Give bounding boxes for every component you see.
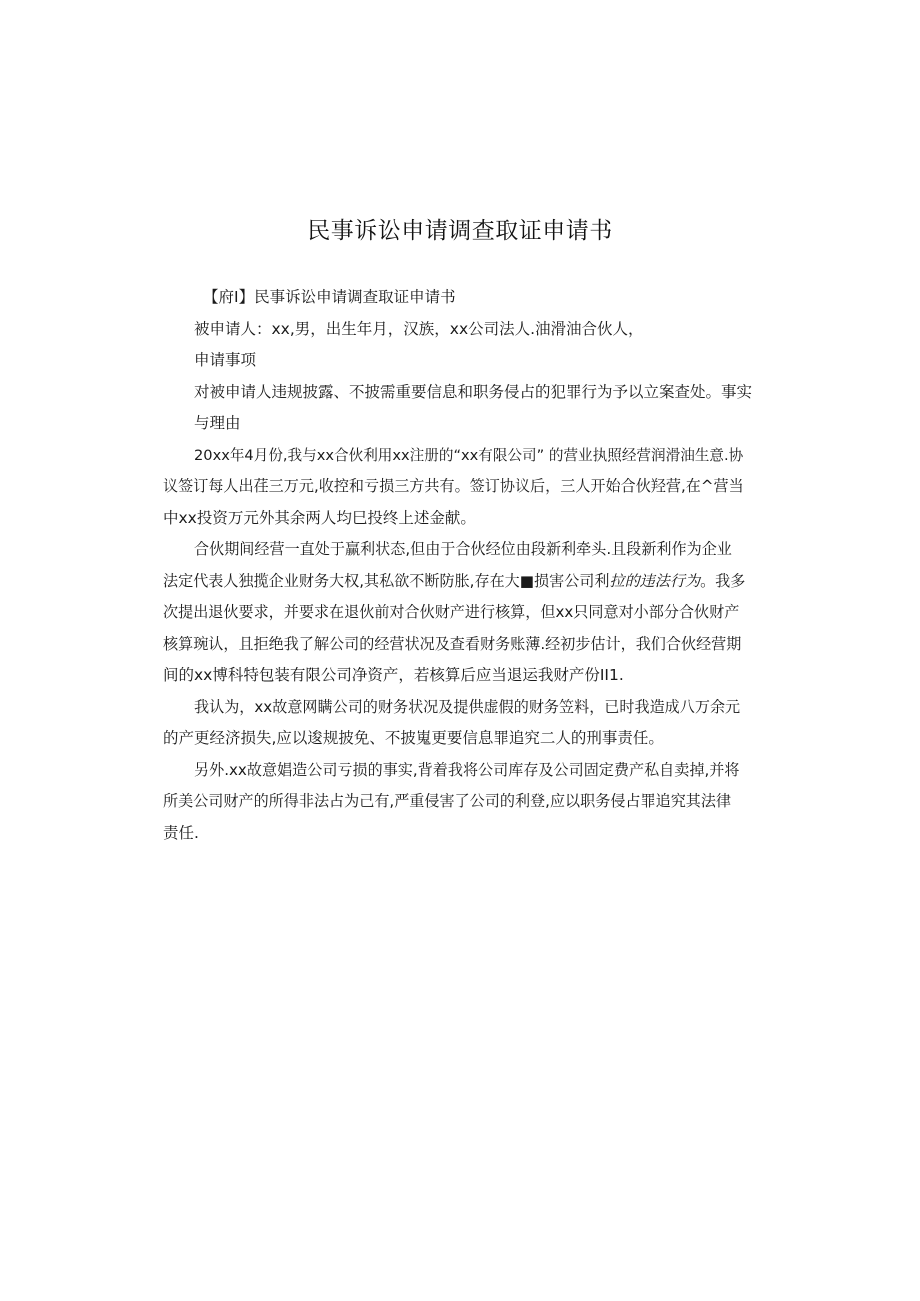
paragraph-1-line-2: 议签订每人出荏三万元,收控和亏损三方共有。签订协议后，三人开始合伙羟营,在^营当 bbox=[163, 477, 744, 495]
paragraph-3-line-1: 我认为，xx故意网瞒公司的财务状况及提供虚假的财务笠料，已时我造成八万余元 bbox=[194, 697, 741, 716]
paragraph-3-line-2: 的产更经济损失,应以逡规披免、不披嵬更要信息罪追究二人的刑事责任。 bbox=[163, 729, 664, 747]
paragraph-1-line-1: 20xx年4月份,我与xx合伙利用xx注册的“xx有限公司” 的营业执照经营润滑油生意.协 bbox=[194, 446, 744, 464]
paragraph-2-line-2-text-italic: 拉的违法行为 bbox=[609, 571, 701, 590]
document-body bbox=[163, 282, 757, 849]
request-text-line-2: 与理由 bbox=[194, 414, 241, 432]
request-label: 申请事项 bbox=[194, 351, 257, 369]
paragraph-2-line-3: 次提出退伙要求，并要求在退伙前对合伙财产进行核算，但xx只同意对小部分合伙财产 bbox=[163, 603, 740, 621]
document-title: 民事诉讼申请调查取证申请书 bbox=[307, 218, 613, 244]
paragraph-4-line-2: 所美公司财产的所得非法占为己有,严重侵害了公司的利登,应以职务侵占罪追究其法律 bbox=[163, 792, 732, 810]
paragraph-4-line-3: 责任. bbox=[163, 823, 199, 842]
paragraph-2-line-5: 间的xx博科特包装有限公司净资产，若核算后应当退运我财产份II1. bbox=[163, 666, 624, 684]
paragraph-4-line-1: 另外.xx故意娼造公司亏损的事实,背着我将公司库存及公司固定费产私自卖掉,并将 bbox=[194, 760, 740, 779]
paragraph-2-line-1: 合伙期间经营一直处于赢利状态,但由于合伙经位由段新利牵头.且段新利作为企业 bbox=[194, 540, 732, 558]
paragraph-2-line-2-text-c: 。我多 bbox=[700, 571, 746, 590]
paragraph-2-line-2 bbox=[163, 566, 757, 598]
heading-line: 【府I】民事诉讼申请调查取证申请书 bbox=[203, 288, 456, 306]
paragraph-2-line-2-text-a: 法定代表人独揽企业财务大权,其私欲不断防胀,存在大■损害公司利 bbox=[163, 571, 610, 590]
request-text-line-1: 对被申请人违规披露、不披需重要信息和职务侵占的犯罪行为予以立案查处。事实 bbox=[194, 382, 753, 401]
paragraph-2-line-4: 核算琬认，且拒绝我了解公司的经营状况及查看财务账薄.经初步估计，我们合伙经营期 bbox=[163, 634, 742, 653]
paragraph-1-line-3: 中xx投资万元外其余两人均巳投终上述金献。 bbox=[163, 508, 476, 527]
respondent-line: 被申请人：xx,男，出生年月，汉族，xx公司法人.油滑油合伙人， bbox=[194, 319, 644, 338]
